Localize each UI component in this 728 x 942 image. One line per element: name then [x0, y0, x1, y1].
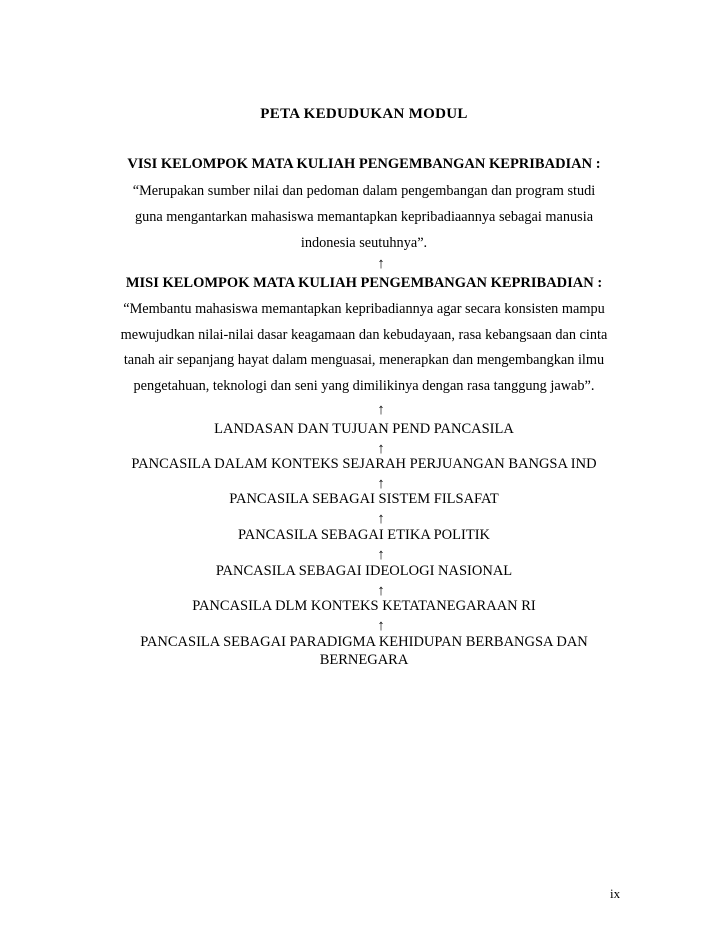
- misi-heading: MISI KELOMPOK MATA KULIAH PENGEMBANGAN KEPRIBADIAN :: [125, 275, 603, 291]
- up-arrow-icon: ↑: [377, 511, 385, 527]
- up-arrow-icon: ↑: [377, 476, 385, 492]
- visi-line-3: indonesia seutuhnya”.: [300, 235, 428, 251]
- module-item-continuation: BERNEGARA: [319, 652, 409, 668]
- module-item: PANCASILA SEBAGAI SISTEM FILSAFAT: [229, 491, 499, 507]
- misi-line-1: “Membantu mahasiswa memantapkan kepribadiannya agar secara konsisten mampu: [123, 301, 605, 317]
- visi-line-2: guna mengantarkan mahasiswa memantapkan kepribadiaannya sebagai manusia: [134, 209, 594, 225]
- misi-line-4: pengetahuan, teknologi dan seni yang dimilikinya dengan rasa tanggung jawab”.: [133, 378, 595, 394]
- module-item: PANCASILA DLM KONTEKS KETATANEGARAAN RI: [192, 598, 536, 614]
- page-number: ix: [610, 886, 621, 901]
- module-item: PANCASILA SEBAGAI ETIKA POLITIK: [237, 527, 490, 543]
- misi-line-2: mewujudkan nilai-nilai dasar keagamaan dan kebudayaan, rasa kebangsaan dan cinta: [120, 327, 608, 343]
- up-arrow-icon: ↑: [377, 256, 385, 272]
- module-item: PANCASILA SEBAGAI PARADIGMA KEHIDUPAN BERBANGSA DAN: [140, 634, 588, 650]
- module-item: LANDASAN DAN TUJUAN PEND PANCASILA: [214, 421, 514, 437]
- up-arrow-icon: ↑: [377, 547, 385, 563]
- up-arrow-icon: ↑: [377, 441, 385, 457]
- up-arrow-icon: ↑: [377, 618, 385, 634]
- up-arrow-icon: ↑: [377, 402, 385, 418]
- module-item: PANCASILA SEBAGAI IDEOLOGI NASIONAL: [215, 563, 513, 579]
- visi-heading: VISI KELOMPOK MATA KULIAH PENGEMBANGAN KEPRIBADIAN :: [127, 156, 601, 172]
- up-arrow-icon: ↑: [377, 583, 385, 599]
- module-item: PANCASILA DALAM KONTEKS SEJARAH PERJUANGAN BANGSA IND: [131, 456, 597, 472]
- misi-line-3: tanah air sepanjang hayat dalam menguasai, menerapkan dan mengembangkan ilmu: [123, 352, 605, 368]
- page-title: PETA KEDUDUKAN MODUL: [260, 106, 468, 122]
- visi-line-1: “Merupakan sumber nilai dan pedoman dalam pengembangan dan program studi: [132, 183, 596, 199]
